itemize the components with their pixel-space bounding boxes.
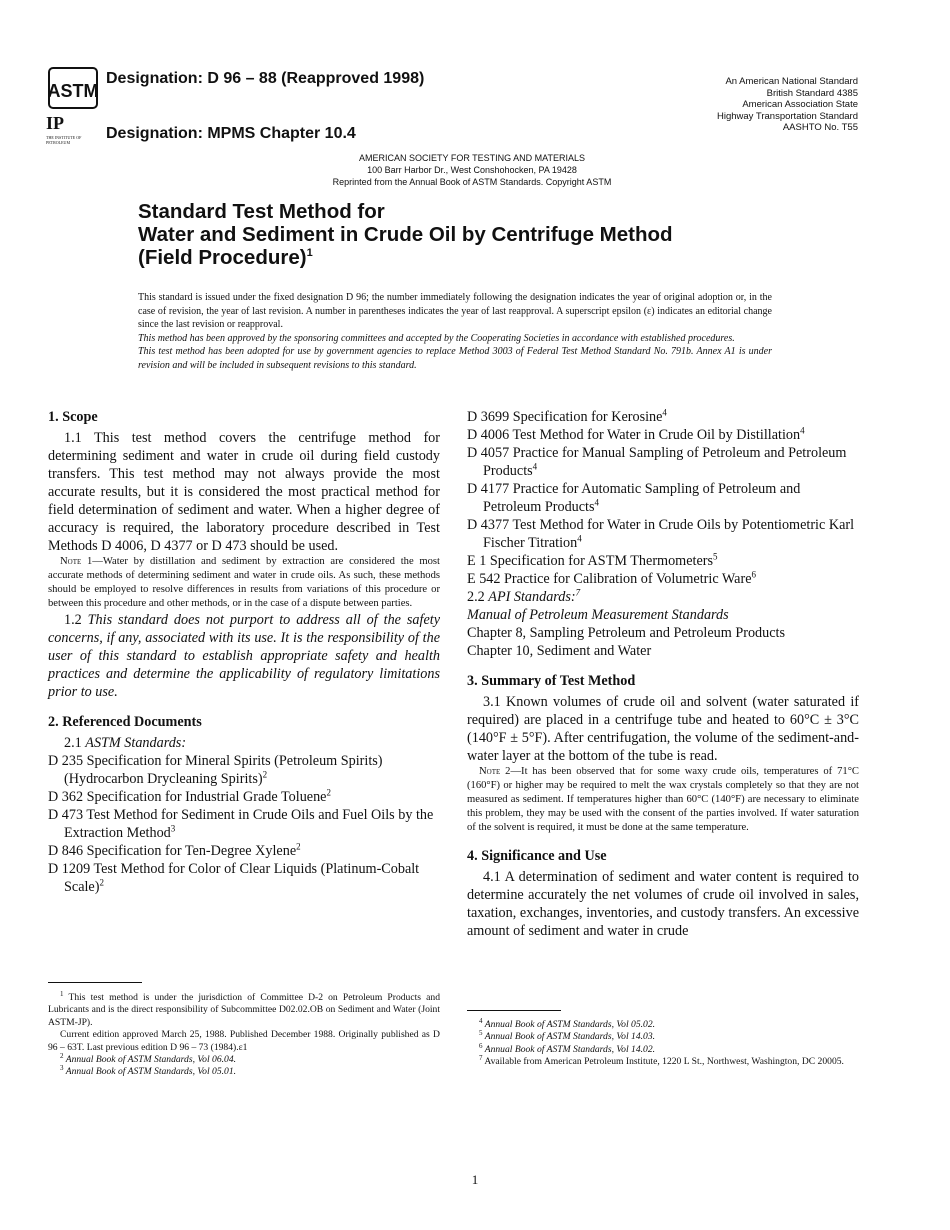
footnotes-right xyxy=(467,1016,859,1069)
footnote: $^1$ This test method is under the jurisdiction of Committee D-2 on Petroleum Products and Lubricants and is the direct responsibility of Subcommittee D02.02.OB on Sediment and Water (Joint ASTM-JP). xyxy=(48,989,440,1028)
api-chapter-8: Chapter 8, Sampling Petroleum and Petroleum Products xyxy=(467,625,785,641)
section-heading-significance: 4. Significance and Use xyxy=(467,848,607,864)
note-2: Note 2—It has been observed that for some waxy crude oils, temperatures of 71°C (160°F) or higher may be required to melt the wax crystals completely so that they are not measured as sediment. If temperatures higher than 60°C (140°F) are necessary to eliminate this problem, they may be used with the consent of the parties involved. If water saturation of the solvent is required, it must be done at the same temperature. xyxy=(467,766,859,833)
subheading-api-standards: 2.2 API Standards:$^7$ xyxy=(467,587,581,605)
reference-item: E 1 Specification for ASTM Thermometers$^5$ xyxy=(467,551,718,569)
reprint-note: Reprinted from the Annual Book of ASTM Standards. Copyright ASTM xyxy=(332,177,612,187)
standard-line: American Association State xyxy=(742,99,858,111)
paragraph-1-1: 1.1 This test method covers the centrifuge method for determining sediment and water in crude oil during field custody transfers. This test method may not always provide the most accurate results, but it is considered the most practical method for field determination of sediment and water. When a higher degree of accuracy is required, the laboratory procedure described in Test Methods D 4006, D 4377 or D 473 should be used. xyxy=(48,430,440,554)
reference-item: D 3699 Specification for Kerosine$^4$ xyxy=(467,407,667,425)
footnote: $^2$ Annual Book of ASTM Standards, Vol 06.04. xyxy=(60,1051,237,1066)
intro-paragraph-3: This test method has been adopted for use by government agencies to replace Method 3003 of Federal Test Method Standard No. 791b. Annex A1 is under revision and will be included in subsequent revisions to this standard. xyxy=(138,346,772,371)
paragraph-3-1: 3.1 Known volumes of crude oil and solvent (water saturated if required) are placed in a centrifuge tube and heated to 60°C ± 3°C (140°F ± 5°F). After centrifugation, the volume of the sediment-and-water layer at the bottom of the tube is read. xyxy=(467,694,859,764)
section-heading-scope: 1. Scope xyxy=(48,409,98,425)
standard-line: British Standard 4385 xyxy=(766,87,858,99)
ip-logo xyxy=(46,114,88,150)
reference-item: D 846 Specification for Ten-Degree Xylene$^2$ xyxy=(48,841,301,859)
ip-logo-caption: THE INSTITUTE OF PETROLEUM xyxy=(46,135,82,145)
reference-item: D 362 Specification for Industrial Grade Toluene$^2$ xyxy=(48,787,331,805)
reference-item: D 4177 Practice for Automatic Sampling of Petroleum and Petroleum Products$^4$ xyxy=(467,481,801,515)
note-1: Note 1—Water by distillation and sediment by extraction are considered the most accurate methods of determining sediment and water in crude oils. As such, these methods should be employed to resolve differences in results from variations of this procedure or between this procedure and other methods, or in the case of a dispute between parties. xyxy=(48,556,440,609)
title-line-3: (Field Procedure)$^1$ xyxy=(138,246,313,269)
reference-item: D 4006 Test Method for Water in Crude Oil by Distillation$^4$ xyxy=(467,425,805,443)
paragraph-1-2: 1.2 This standard does not purport to address all of the safety concerns, if any, associated with its use. It is the responsibility of the user of this standard to establish appropriate safety and health practices and determine the applicability of regulatory limitations prior to use. xyxy=(48,612,440,700)
reference-item: D 473 Test Method for Sediment in Crude Oils and Fuel Oils by the Extraction Method$^3$ xyxy=(48,807,434,841)
title-line-1: Standard Test Method for xyxy=(138,200,385,223)
standards-list xyxy=(618,76,858,134)
society-name: AMERICAN SOCIETY FOR TESTING AND MATERIALS xyxy=(358,153,586,163)
api-manual-title: Manual of Petroleum Measurement Standards xyxy=(467,607,729,623)
designation-mpms: Designation: MPMS Chapter 10.4 xyxy=(106,125,356,142)
footnote: $^3$ Annual Book of ASTM Standards, Vol 05.01. xyxy=(60,1064,237,1078)
title-footnote-mark: 1 xyxy=(306,247,313,260)
footnote: $^7$ Available from American Petroleum Institute, 1220 L St., Northwest, Washington, DC 20005. xyxy=(479,1054,844,1068)
footnote: $^4$ Annual Book of ASTM Standards, Vol 05.02. xyxy=(479,1016,656,1030)
society-block xyxy=(0,152,944,188)
document-title xyxy=(138,200,838,269)
designation-astm: Designation: D 96 – 88 (Reapproved 1998) xyxy=(106,70,425,87)
api-chapter-10: Chapter 10, Sediment and Water xyxy=(467,643,652,659)
reference-item: D 1209 Test Method for Color of Clear Liquids (Platinum-Cobalt Scale)$^2$ xyxy=(48,861,420,895)
section-heading-referenced-documents: 2. Referenced Documents xyxy=(48,714,202,730)
reference-item: D 4057 Practice for Manual Sampling of Petroleum and Petroleum Products$^4$ xyxy=(467,445,847,479)
society-address: 100 Barr Harbor Dr., West Conshohocken, PA 19428 xyxy=(367,165,577,175)
standard-line: Highway Transportation Standard xyxy=(717,110,858,122)
intro-notice xyxy=(138,291,772,373)
astm-logo-text: ASTM xyxy=(48,81,98,101)
paragraph-4-1: 4.1 A determination of sediment and water content is required to determine accurately the net volumes of crude oil involved in sales, taxation, exchanges, inventories, and custody transfers. An excessive amount of sediment and water in crude xyxy=(467,869,859,939)
reference-item: E 542 Practice for Calibration of Volumetric Ware$^6$ xyxy=(467,569,756,587)
footnote: Current edition approved March 25, 1988. Published December 1988. Originally published as D 96 – 63T. Last previous edition D 96 – 73 (1984).ε1 xyxy=(48,1029,440,1053)
footnotes-left xyxy=(48,989,440,1079)
footnote: $^6$ Annual Book of ASTM Standards, Vol 14.02. xyxy=(479,1041,656,1055)
right-column xyxy=(467,408,859,940)
intro-paragraph-2: This method has been approved by the sponsoring committees and accepted by the Cooperating Societies in accordance with established procedures. xyxy=(138,332,735,344)
title-line-2: Water and Sediment in Crude Oil by Centrifuge Method xyxy=(138,223,673,246)
standard-line: AASHTO No. T55 xyxy=(782,122,858,134)
footnote: $^5$ Annual Book of ASTM Standards, Vol 14.03. xyxy=(479,1029,656,1043)
reference-item: D 4377 Test Method for Water in Crude Oils by Potentiometric Karl Fischer Titration$^4$ xyxy=(467,517,855,551)
reference-item: D 235 Specification for Mineral Spirits (Petroleum Spirits) (Hydrocarbon Drycleaning Spirits)$^2$ xyxy=(48,753,383,787)
standard-line: An American National Standard xyxy=(725,76,858,87)
intro-paragraph-1: This standard is issued under the fixed designation D 96; the number immediately following the designation indicates the year of original adoption or, in the case of revision, the year of last revision. A number in parentheses indicates the year of last reapproval. A superscript epsilon (ε) indicates an editorial change since the last revision or reapproval. xyxy=(138,292,772,331)
astm-logo xyxy=(48,66,98,110)
footnote-divider xyxy=(48,982,142,983)
page-number: 1 xyxy=(471,1172,479,1187)
footnote-divider xyxy=(467,1010,561,1011)
subheading-astm-standards: 2.1 ASTM Standards: xyxy=(64,735,187,751)
ip-logo-text: IP xyxy=(46,113,64,133)
section-heading-summary: 3. Summary of Test Method xyxy=(467,673,636,689)
left-column xyxy=(48,408,440,896)
